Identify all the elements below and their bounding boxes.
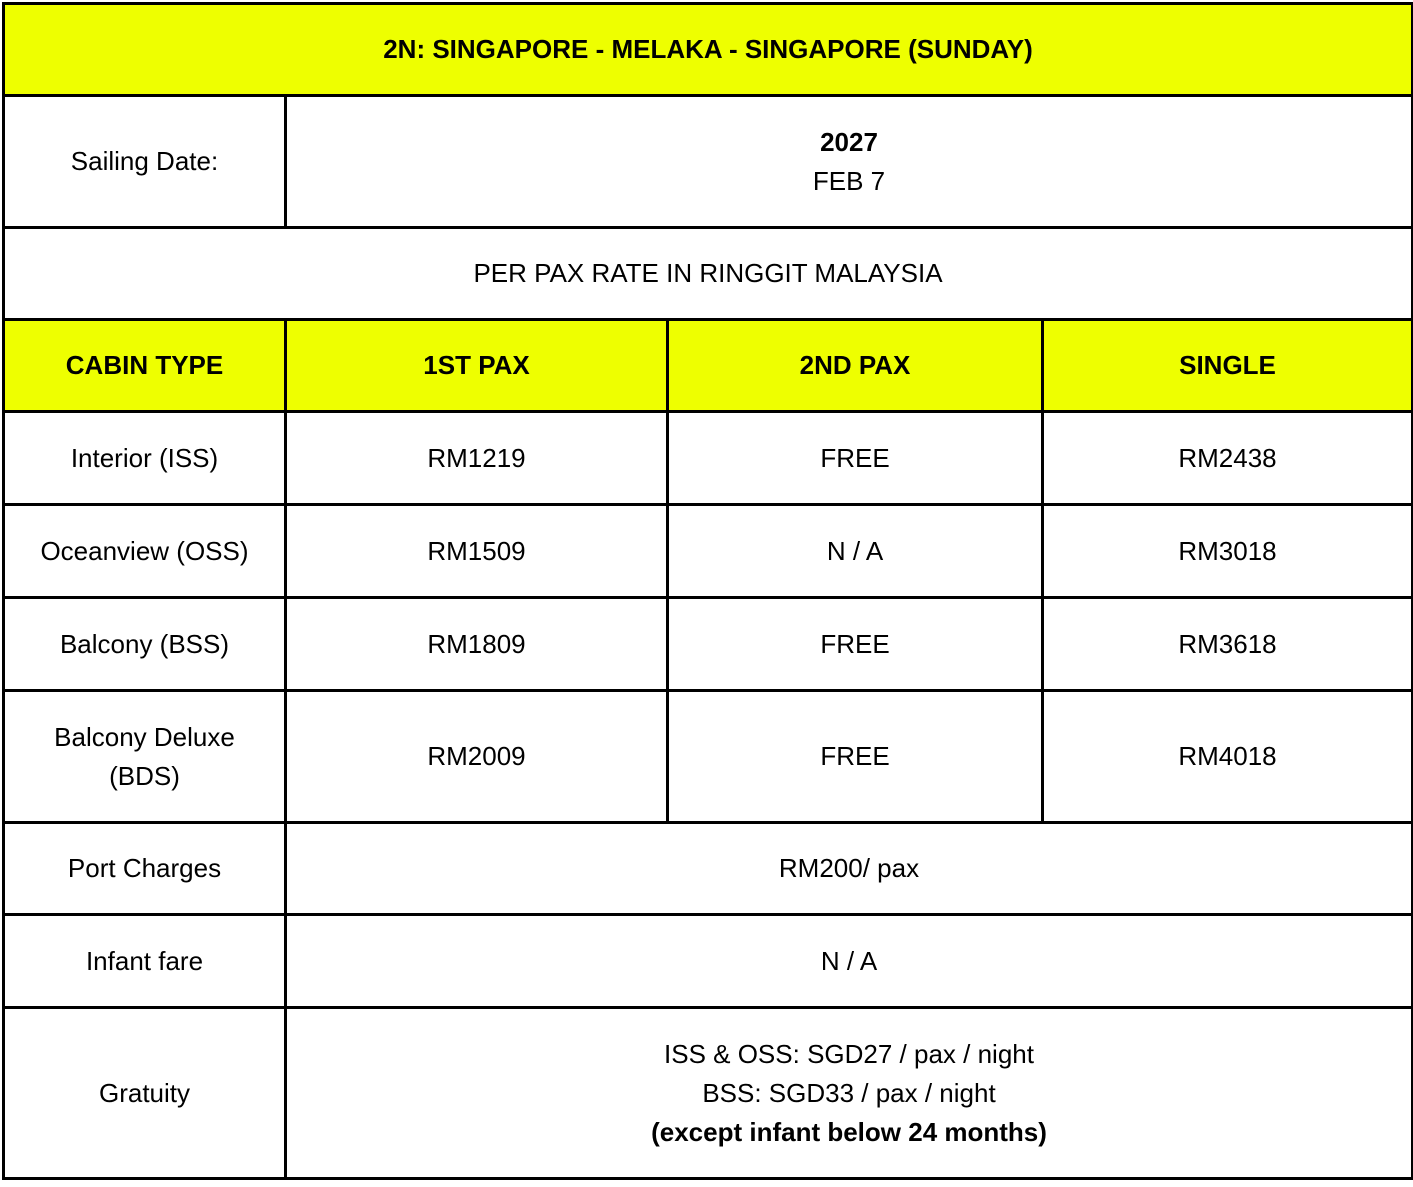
port-charges-row bbox=[4, 823, 1413, 915]
sailing-date: FEB 7 bbox=[812, 165, 886, 196]
pax2-price-cell: FREE bbox=[668, 598, 1043, 691]
pax2-price-cell: N / A bbox=[668, 505, 1043, 598]
rate-note-row bbox=[4, 228, 1413, 320]
single-price-cell: RM2438 bbox=[1043, 412, 1413, 505]
port-charges-value: RM200/ pax bbox=[286, 823, 1413, 915]
header-row bbox=[4, 320, 1413, 412]
pax1-price-cell: RM2009 bbox=[286, 691, 668, 823]
cabin-type-cell: Balcony (BSS) bbox=[4, 598, 286, 691]
cabin-type-cell: Interior (ISS) bbox=[4, 412, 286, 505]
single-price-cell: RM4018 bbox=[1043, 691, 1413, 823]
rate-note: PER PAX RATE IN RINGGIT MALAYSIA bbox=[4, 228, 1413, 320]
pax1-price-cell: RM1509 bbox=[286, 505, 668, 598]
header-single: SINGLE bbox=[1043, 320, 1413, 412]
cabin-type-cell bbox=[4, 691, 286, 823]
infant-fare-label: Infant fare bbox=[4, 915, 286, 1008]
sailing-year: 2027 bbox=[820, 126, 878, 157]
cabin-type-cell: Oceanview (OSS) bbox=[4, 505, 286, 598]
header-1st-pax: 1ST PAX bbox=[286, 320, 668, 412]
gratuity-row bbox=[4, 1008, 1413, 1179]
single-price-cell: RM3618 bbox=[1043, 598, 1413, 691]
cabin-type-line2: (BDS) bbox=[109, 760, 180, 791]
table-row bbox=[4, 598, 1413, 691]
table-row bbox=[4, 691, 1413, 823]
infant-fare-value: N / A bbox=[286, 915, 1413, 1008]
table-row bbox=[4, 412, 1413, 505]
pax2-price-cell: FREE bbox=[668, 691, 1043, 823]
gratuity-exception-note: (except infant below 24 months) bbox=[651, 1116, 1047, 1147]
header-cabin-type: CABIN TYPE bbox=[4, 320, 286, 412]
pax2-price-cell: FREE bbox=[668, 412, 1043, 505]
gratuity-value bbox=[286, 1008, 1413, 1179]
pax1-price-cell: RM1809 bbox=[286, 598, 668, 691]
gratuity-line-bss: BSS: SGD33 / pax / night bbox=[702, 1077, 996, 1108]
gratuity-line-iss-oss: ISS & OSS: SGD27 / pax / night bbox=[664, 1038, 1034, 1069]
cruise-title: 2N: SINGAPORE - MELAKA - SINGAPORE (SUNDAY) bbox=[4, 4, 1413, 96]
cruise-fare-table bbox=[2, 2, 1413, 1180]
pax1-price-cell: RM1219 bbox=[286, 412, 668, 505]
cabin-type-line1: Balcony Deluxe bbox=[54, 721, 235, 752]
sailing-date-label: Sailing Date: bbox=[4, 96, 286, 228]
single-price-cell: RM3018 bbox=[1043, 505, 1413, 598]
title-row bbox=[4, 4, 1413, 96]
gratuity-label: Gratuity bbox=[4, 1008, 286, 1179]
port-charges-label: Port Charges bbox=[4, 823, 286, 915]
sailing-date-value bbox=[286, 96, 1413, 228]
sailing-date-row bbox=[4, 96, 1413, 228]
infant-fare-row bbox=[4, 915, 1413, 1008]
header-2nd-pax: 2ND PAX bbox=[668, 320, 1043, 412]
table-row bbox=[4, 505, 1413, 598]
